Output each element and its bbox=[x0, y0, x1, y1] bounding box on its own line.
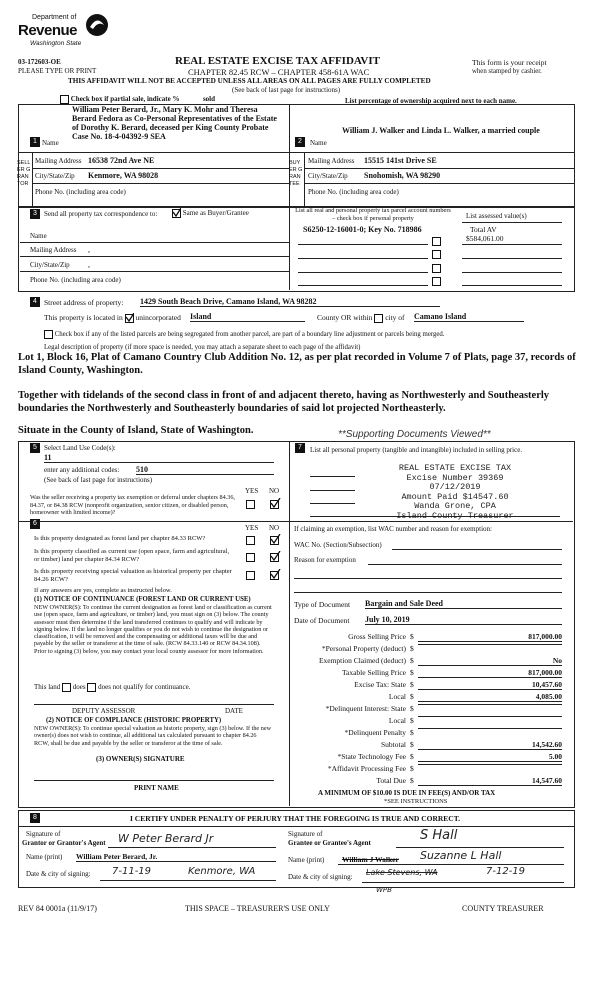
q3-yes-checkbox[interactable] bbox=[246, 571, 255, 580]
county-or-row bbox=[317, 313, 405, 323]
seller-city-value: Kenmore, WA 98028 bbox=[88, 171, 159, 180]
revenue-logo bbox=[18, 12, 118, 52]
amount-value: 10,457.60 bbox=[418, 680, 562, 690]
if-yes-instruction: If any answers are yes, complete as instructed below. bbox=[34, 587, 172, 594]
within-label: within bbox=[353, 313, 373, 322]
partial-sale-sold: sold bbox=[202, 95, 216, 104]
partial-sale-label: Check box if partial sale, indicate % bbox=[70, 95, 180, 104]
seller-city-label: City/State/Zip bbox=[35, 172, 75, 180]
please-type: PLEASE TYPE OR PRINT bbox=[18, 67, 97, 75]
stamp-line-4: Amount Paid $14547.60 bbox=[401, 491, 509, 502]
amount-value: 4,085.00 bbox=[418, 692, 562, 702]
does-checkbox[interactable] bbox=[62, 683, 71, 692]
amount-currency: $ bbox=[410, 752, 414, 761]
buyer-address-label: Mailing Address bbox=[308, 157, 355, 165]
grantor-city: Kenmore, WA bbox=[188, 866, 256, 877]
seller-name-value: William Peter Berard, Jr., Mary K. Mohr and Theresa Berard Fedora as Co-Personal Representatives of the Estate of Dorothy K. Berard, deceased per King County Probate Case No. 18-4-04392-9 SEA bbox=[72, 105, 277, 141]
initials: WPB bbox=[376, 886, 392, 894]
amount-label: Gross Selling Price bbox=[348, 632, 406, 641]
amount-currency: $ bbox=[410, 704, 414, 713]
buyer-phone-label: Phone No. (including area code) bbox=[308, 188, 399, 196]
personal-property-checkbox-3[interactable] bbox=[432, 264, 441, 273]
forest-land-question: Is this property designated as forest land per chapter 84.33 RCW? bbox=[34, 535, 206, 542]
wac-label: WAC No. (Section/Subsection) bbox=[294, 541, 382, 549]
grantor-date-city-label: Date & city of signing: bbox=[26, 870, 91, 878]
amount-value bbox=[418, 716, 562, 717]
does-label: does bbox=[72, 683, 86, 692]
amount-currency: $ bbox=[410, 632, 414, 641]
q3-no-checkbox[interactable] bbox=[270, 571, 279, 580]
notice-continuance-title: (1) NOTICE OF CONTINUANCE (FOREST LAND OR CURRENT USE) bbox=[34, 596, 251, 603]
section-7-badge: 7 bbox=[295, 443, 305, 453]
located-label: This property is located in bbox=[44, 313, 123, 322]
amount-currency: $ bbox=[410, 644, 414, 653]
buyer-city-value: Snohomish, WA 98290 bbox=[364, 171, 441, 180]
total-av-value: $584,061.00 bbox=[466, 234, 504, 243]
owner-signature-label: (3) OWNER(S) SIGNATURE bbox=[96, 755, 185, 763]
form-chapter: CHAPTER 82.45 RCW – CHAPTER 458-61A WAC bbox=[188, 67, 370, 77]
print-name-label: PRINT NAME bbox=[134, 784, 179, 792]
does-not-label: does not qualify for continuance. bbox=[98, 683, 191, 692]
seller-phone-label: Phone No. (including area code) bbox=[35, 188, 126, 196]
stamp-line-1: REAL ESTATE EXCISE TAX bbox=[398, 463, 512, 473]
city-of-label: city of bbox=[385, 313, 405, 322]
buyer-address-value: 15515 141st Drive SE bbox=[364, 156, 437, 165]
amount-label: Local bbox=[388, 692, 406, 701]
this-land-row bbox=[34, 683, 190, 692]
unincorporated-label: unincorporated bbox=[135, 313, 181, 322]
supporting-docs-note: **Supporting Documents Viewed** bbox=[338, 429, 491, 440]
amount-currency: $ bbox=[410, 680, 414, 689]
county-treasurer-label: COUNTY TREASURER bbox=[462, 904, 544, 913]
doc-date-label: Date of Document bbox=[294, 616, 350, 625]
s5-no-checkbox[interactable] bbox=[270, 500, 279, 509]
unincorporated-checkbox[interactable] bbox=[125, 314, 134, 323]
checkmark-icon bbox=[270, 569, 281, 580]
s3-address-label: Mailing Address bbox=[30, 246, 77, 254]
amount-value bbox=[418, 704, 562, 705]
section-1-badge: 1 bbox=[30, 137, 40, 147]
s5-yes-checkbox[interactable] bbox=[246, 500, 255, 509]
notice-continuance-body: NEW OWNER(S): To continue the current designation as forest land or classification as current use (open space, farm and agriculture, or timber) land, you must sign on (3) below. The county assessor must then determine if the land transferred continues to qualify and will indicate by signing below. If the land no longer qualifies or you do not wish to continue the designation or classification, it will be removed and the compensating or additional taxes will be due and payable by the seller or transferor at the time of sale. (RCW 84.33.140 or RCW 84.34.108). Prior to signing (3) below, you may contact your local county assessor for more information. bbox=[34, 604, 272, 655]
reason-label: Reason for exemption bbox=[294, 556, 356, 564]
grantor-sig-of: Signature of bbox=[26, 830, 61, 838]
amount-label: Total Due bbox=[376, 776, 406, 785]
additional-codes-label: enter any additional codes: bbox=[44, 466, 120, 474]
minimum-fee-note: A MINIMUM OF $10.00 IS DUE IN FEE(S) AND/OR TAX bbox=[318, 789, 496, 797]
notice-compliance-title: (2) NOTICE OF COMPLIANCE (HISTORIC PROPERTY) bbox=[46, 717, 222, 724]
q1-no-checkbox[interactable] bbox=[270, 536, 279, 545]
county-or-label: County OR bbox=[317, 313, 352, 322]
assessor-date-label: DATE bbox=[225, 707, 243, 715]
seller-vertical-label: SELLER GRANTOR bbox=[17, 160, 31, 187]
revision-code: REV 84 0001a (11/9/17) bbox=[18, 904, 97, 913]
grantor-name-print: William Peter Berard, Jr. bbox=[76, 852, 276, 862]
revenue-word: Revenue bbox=[18, 22, 78, 39]
s6-no-label: NO bbox=[269, 524, 280, 532]
checkmark-icon bbox=[270, 534, 281, 545]
located-row bbox=[44, 313, 181, 323]
seller-name-label: Name bbox=[42, 139, 59, 147]
q1-yes-checkbox[interactable] bbox=[246, 536, 255, 545]
amount-label: Subtotal bbox=[380, 740, 406, 749]
ownership-note: List percentage of ownership acquired next to each name. bbox=[345, 97, 517, 105]
grantee-signature: S Hall bbox=[420, 828, 458, 843]
partial-sale-row bbox=[60, 95, 215, 104]
section-5-badge: 5 bbox=[30, 443, 40, 453]
checkmark-icon bbox=[270, 498, 281, 509]
historic-question: Is this property receiving special valuation as historical property per chapter 84.26 RCW? bbox=[34, 568, 232, 583]
exemption-claim-label: If claiming an exemption, list WAC number and reason for exemption: bbox=[294, 525, 492, 533]
dept-of-label: Department of bbox=[32, 14, 77, 21]
partial-sale-checkbox[interactable] bbox=[60, 95, 69, 104]
section-8-badge: 8 bbox=[30, 813, 40, 823]
this-land-label: This land bbox=[34, 683, 61, 692]
buyer-city-label: City/State/Zip bbox=[308, 172, 348, 180]
deputy-assessor-label: DEPUTY ASSESSOR bbox=[72, 707, 136, 715]
grantee-hand-name: Suzanne L Hall bbox=[420, 849, 502, 862]
form-title: REAL ESTATE EXCISE TAX AFFIDAVIT bbox=[175, 55, 380, 67]
personal-property-label: List all personal property (tangible and intangible) included in selling price. bbox=[310, 446, 523, 454]
amount-currency: $ bbox=[410, 728, 414, 737]
section-4-badge: 4 bbox=[30, 297, 40, 307]
certify-statement: I CERTIFY UNDER PENALTY OF PERJURY THAT THE FOREGOING IS TRUE AND CORRECT. bbox=[130, 814, 461, 823]
amount-currency: $ bbox=[410, 740, 414, 749]
amount-currency: $ bbox=[410, 692, 414, 701]
seller-address-label: Mailing Address bbox=[35, 157, 82, 165]
section-3-badge: 3 bbox=[30, 209, 40, 219]
same-as-buyer-label: Same as Buyer/Grantee bbox=[182, 209, 249, 218]
send-correspondence-label: Send all property tax correspondence to: bbox=[44, 210, 158, 218]
q2-no-checkbox[interactable] bbox=[270, 553, 279, 562]
assessed-value-label: List assessed value(s) bbox=[466, 212, 527, 220]
legal-desc-p1: Lot 1, Block 16, Plat of Camano Country Club Addition No. 12, as per plat recorded in Volume 7 of Plats, page 37, records of Island County, Washington. bbox=[18, 352, 576, 376]
s3-name-label: Name bbox=[30, 232, 47, 240]
s3-address-comma: , bbox=[88, 245, 90, 254]
city-of-checkbox[interactable] bbox=[374, 314, 383, 323]
stamp-line-6: Island County Treasurer bbox=[396, 510, 514, 521]
see-instructions-note: *SEE INSTRUCTIONS bbox=[384, 798, 448, 805]
amount-value: 5.00 bbox=[418, 752, 562, 762]
form-code: 03-172603-OE bbox=[18, 58, 61, 66]
amount-label: Exemption Claimed (deduct) bbox=[318, 656, 406, 665]
grantor-agent-label: Grantor or Grantor's Agent bbox=[22, 839, 106, 847]
amount-currency: $ bbox=[410, 716, 414, 725]
amount-label: *Personal Property (deduct) bbox=[321, 644, 406, 653]
notice-compliance-body: NEW OWNER(S): To continue special valuation as historic property, sign (3) below. If the new owner(s) does not wish to continue, all additional tax calculated pursuant to chapter 84.26 RCW, shall be due and payable by the seller or transferor at the time of sale. bbox=[34, 725, 272, 747]
doc-type-value: Bargain and Sale Deed bbox=[365, 599, 562, 609]
checkmark-icon bbox=[270, 551, 281, 562]
does-not-checkbox[interactable] bbox=[87, 683, 96, 692]
s5-no-label: NO bbox=[269, 487, 280, 495]
s5-yes-label: YES bbox=[245, 487, 259, 495]
s3-city-comma: , bbox=[88, 260, 90, 269]
grantee-sig-of: Signature of bbox=[288, 830, 323, 838]
amount-label: Local bbox=[388, 716, 406, 725]
q2-yes-checkbox[interactable] bbox=[246, 553, 255, 562]
amount-currency: $ bbox=[410, 776, 414, 785]
amount-value: 14,542.60 bbox=[418, 740, 562, 750]
amount-currency: $ bbox=[410, 668, 414, 677]
personal-property-checkbox-1[interactable] bbox=[432, 237, 441, 246]
same-as-buyer-row bbox=[172, 209, 249, 218]
grantee-date: 7-12-19 bbox=[486, 866, 526, 877]
doc-type-label: Type of Document bbox=[294, 600, 351, 609]
grantor-name-print-label: Name (print) bbox=[26, 853, 63, 861]
legal-desc-p2: Together with tidelands of the second class in front of and adjacent thereto, having as Northwesterly and Southeasterly boundaries the Northwesterly and Southeasterly boundaries of said lot projected Northeasterly. bbox=[18, 390, 550, 414]
current-use-question: Is this property classified as current use (open space, farm and agricultural, or timber) land per chapter 84.34 RCW? bbox=[34, 548, 230, 563]
grantor-signature: W Peter Berard Jr bbox=[118, 832, 214, 845]
buyer-name-value: William J. Walker and Linda L. Walker, a married couple bbox=[342, 126, 540, 135]
stamp-line-5: Wanda Grone, CPA bbox=[414, 501, 496, 511]
stamp-line-3: 07/12/2019 bbox=[429, 482, 481, 492]
treasurer-space-label: THIS SPACE – TREASURER'S USE ONLY bbox=[185, 904, 330, 913]
s3-city-label: City/State/Zip bbox=[30, 261, 70, 269]
s6-yes-label: YES bbox=[245, 524, 259, 532]
form-warning: THIS AFFIDAVIT WILL NOT BE ACCEPTED UNLESS ALL AREAS ON ALL PAGES ARE FULLY COMPLETED bbox=[68, 77, 431, 85]
s5-see-back: (See back of last page for instructions) bbox=[44, 476, 153, 484]
section-6-badge: 6 bbox=[30, 519, 40, 529]
additional-codes-value: 510 bbox=[136, 465, 274, 475]
amount-currency: $ bbox=[410, 764, 414, 773]
excise-stamp bbox=[360, 464, 550, 521]
land-use-value: 11 bbox=[44, 453, 274, 463]
segregated-row bbox=[44, 330, 445, 339]
parcel-number-value: S6250-12-16001-0; Key No. 718986 bbox=[303, 225, 422, 234]
buyer-vertical-label: BUYER GRANTEE bbox=[289, 160, 303, 187]
grantee-name-print-label: Name (print) bbox=[288, 856, 325, 864]
city-value: Camano Island bbox=[414, 312, 524, 322]
street-address-label: Street address of property: bbox=[44, 298, 124, 307]
amount-label: Excise Tax: State bbox=[354, 680, 406, 689]
logo-swirl-icon bbox=[84, 12, 110, 38]
county-value: Island bbox=[190, 312, 305, 322]
doc-date-value: July 10, 2019 bbox=[365, 615, 562, 625]
amount-label: *State Technology Fee bbox=[337, 752, 406, 761]
grantee-date-city-label: Date & city of signing: bbox=[288, 873, 353, 881]
amount-value: 817,000.00 bbox=[418, 632, 562, 642]
amount-label: *Affidavit Processing Fee bbox=[327, 764, 406, 773]
amount-currency: $ bbox=[410, 656, 414, 665]
amount-label: *Delinquent Interest: State bbox=[325, 704, 406, 713]
legal-desc-label: Legal description of property (if more space is needed, you may attach a separate sheet to each page of the affidavit) bbox=[44, 344, 361, 351]
section-2-badge: 2 bbox=[295, 137, 305, 147]
receipt-note-1: This form is your receipt bbox=[472, 58, 547, 67]
personal-property-checkbox-4[interactable] bbox=[432, 277, 441, 286]
amount-value: 817,000.00 bbox=[418, 668, 562, 678]
same-as-buyer-checkbox[interactable] bbox=[172, 209, 181, 218]
segregated-label: Check box if any of the listed parcels are being segregated from another parcel, are part of a boundary line adjustment or parcels being merged. bbox=[54, 331, 445, 339]
checkmark-icon bbox=[125, 313, 134, 322]
street-address-value: 1429 South Beach Drive, Camano Island, WA 98282 bbox=[140, 297, 440, 307]
personal-property-checkbox-2[interactable] bbox=[432, 250, 441, 259]
grantor-date: 7-11-19 bbox=[112, 866, 152, 877]
see-back-instructions: (See back of last page for instructions) bbox=[232, 86, 341, 94]
s3-phone-label: Phone No. (including area code) bbox=[30, 276, 121, 284]
receipt-note-2: when stamped by cashier. bbox=[472, 68, 542, 75]
legal-desc-p3: Situate in the County of Island, State of Washington. bbox=[18, 425, 254, 436]
amount-value: 14,547.60 bbox=[418, 776, 562, 786]
grantee-name-print: William J Walker bbox=[342, 855, 399, 864]
stamp-line-2: Excise Number 39369 bbox=[406, 472, 504, 483]
checkmark-icon bbox=[172, 208, 181, 217]
amount-value bbox=[418, 728, 562, 729]
grantee-agent-label: Grantee or Grantee's Agent bbox=[288, 839, 371, 847]
amount-value: No bbox=[418, 656, 562, 666]
segregated-checkbox[interactable] bbox=[44, 330, 53, 339]
grantee-city: Lake Stevens, WA bbox=[366, 868, 438, 877]
parcel-list-label: List all real and personal property tax parcel account numbers – check box if personal property bbox=[295, 207, 451, 222]
amount-value bbox=[418, 764, 562, 765]
washington-state-label: Washington State bbox=[30, 40, 82, 47]
amount-value bbox=[418, 644, 562, 645]
exemption-question: Was the seller receiving a property tax exemption or deferral under chapters 84.36, 84.37, or 84.38 RCW (nonprofit organization, senior citizen, or disabled person, homeowner with limited income)? bbox=[30, 494, 235, 516]
amount-label: Taxable Selling Price bbox=[341, 668, 406, 677]
total-av-label: Total AV bbox=[470, 225, 497, 234]
amount-label: *Delinquent Penalty bbox=[344, 728, 406, 737]
buyer-name-label: Name bbox=[310, 139, 327, 147]
land-use-label: Select Land Use Code(s): bbox=[44, 444, 116, 452]
seller-address-value: 16538 72nd Ave NE bbox=[88, 156, 155, 165]
